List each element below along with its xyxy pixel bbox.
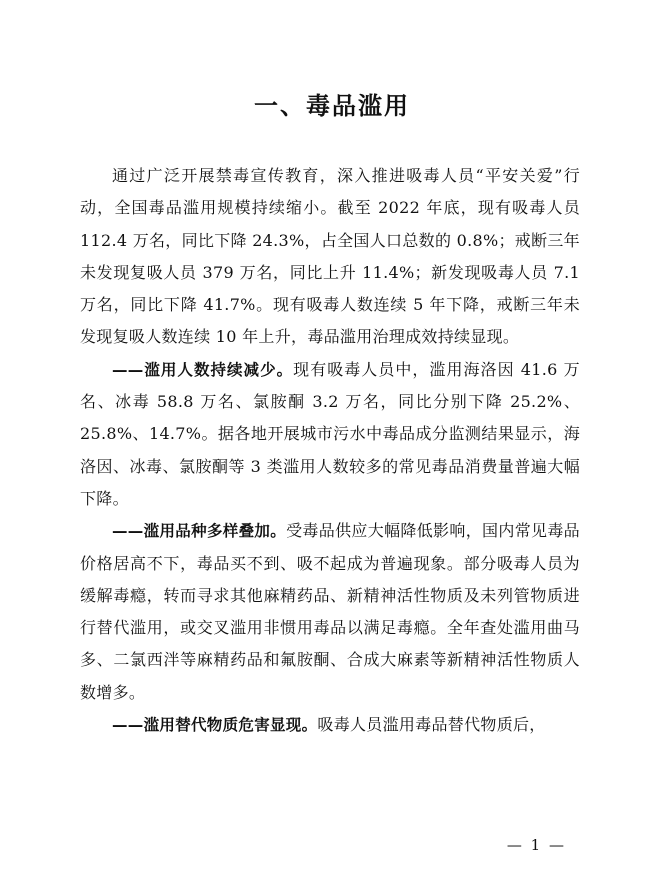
paragraph-substitute-harm	[80, 709, 580, 741]
paragraph-users-decreasing	[80, 354, 580, 515]
paragraph-text: 现有吸毒人员中，滥用海洛因 41.6 万名、冰毒 58.8 万名、氯胺酮 3.2 万名，同比分别下降 25.2%、25.8%、14.7%。据各地开展城市污水中毒品成分监测结果显示，海洛因、冰毒、氯胺酮等 3 类滥用人数较多的常见毒品消费量普遍大幅下降。	[80, 359, 580, 508]
paragraph-intro	[80, 160, 580, 354]
paragraph-lead: ——滥用品种多样叠加。	[112, 522, 287, 541]
paragraph-varieties-overlapping	[80, 515, 580, 709]
paragraph-lead: ——滥用人数持续减少。	[112, 360, 294, 379]
body-text	[80, 160, 580, 741]
section-title: 一、毒品滥用	[254, 92, 410, 120]
paragraph-text: 吸毒人员滥用毒品替代物质后，	[317, 715, 546, 735]
paragraph-lead: ——滥用替代物质危害显现。	[112, 716, 318, 735]
paragraph-text: 通过广泛开展禁毒宣传教育，深入推进吸毒人员“平安关爱”行动，全国毒品滥用规模持续缩小。截至 2022 年底，现有吸毒人员 112.4 万名，同比下降 24.3%，占全国人口总数的 0.8%；戒断三年未发现复吸人员 379 万名，同比上升 11.4%；新发现吸毒人员 7.1 万名，同比下降 41.7%。现有吸毒人数连续 5 年下降，戒断三年未发现复吸人数连续 10 年上升，毒品滥用治理成效持续显现。	[80, 166, 580, 347]
paragraph-text: 受毒品供应大幅降低影响，国内常见毒品价格居高不下，毒品买不到、吸不起成为普遍现象。部分吸毒人员为缓解毒瘾，转而寻求其他麻精药品、新精神活性物质及未列管物质进行替代滥用，或交叉滥用非惯用毒品以满足毒瘾。全年查处滥用曲马多、二氯西泮等麻精药品和氟胺酮、合成大麻素等新精神活性物质人数增多。	[80, 521, 580, 702]
page-number: — 1 —	[506, 836, 566, 854]
